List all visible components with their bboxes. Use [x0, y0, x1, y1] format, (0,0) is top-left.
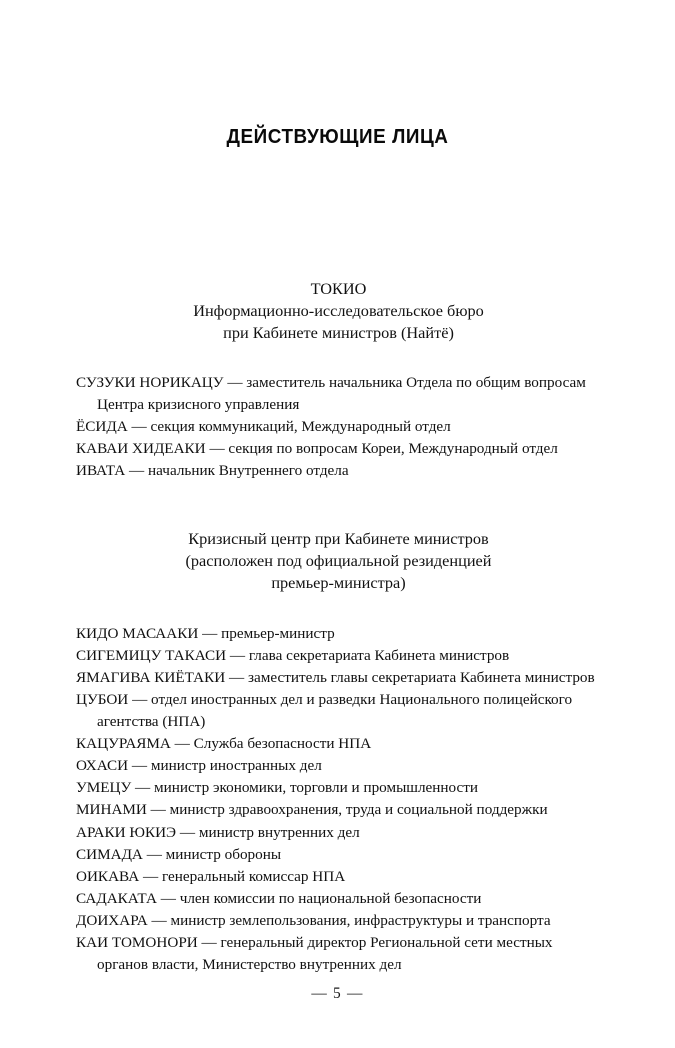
list-item: СУЗУКИ НОРИКАЦУ — заместитель начальника Отдела по общим вопросам Центра кризисного управления [76, 373, 586, 413]
section-heading-line: ТОКИО [310, 279, 367, 298]
list-item: СИМАДА — министр обороны [76, 845, 282, 863]
list-item: ЁСИДА — секция коммуникаций, Международный отдел [76, 417, 451, 435]
list-item: КИДО МАСААКИ — премьер-министр [76, 624, 335, 642]
list-item: КАВАИ ХИДЕАКИ — секция по вопросам Кореи, Международный отдел [76, 439, 558, 457]
list-item: ОХАСИ — министр иностранных дел [76, 757, 322, 775]
list-item: КАИ ТОМОНОРИ — генеральный директор Региональной сети местных органов власти, Министерство внутренних дел [76, 934, 553, 974]
section-heading-tokyo [76, 278, 601, 345]
character-list-tokyo [76, 372, 601, 482]
spacer [76, 595, 601, 623]
page-number: — 5 — [311, 985, 364, 1002]
list-item: МИНАМИ — министр здравоохранения, труда и социальной поддержки [76, 801, 548, 819]
section-heading-line: премьер-министра) [271, 573, 406, 593]
list-item: ДОИХАРА — министр землепользования, инфраструктуры и транспорта [76, 911, 551, 929]
section-heading-line: Информационно-исследовательское бюро [193, 301, 484, 321]
section-heading-line: Кризисный центр при Кабинете министров [188, 529, 489, 549]
section-heading-crisis-center [76, 528, 601, 595]
section-heading-line: при Кабинете министров (Найтё) [223, 323, 454, 343]
list-item: ИВАТА — начальник Внутреннего отдела [76, 461, 349, 479]
list-item: АРАКИ ЮКИЭ — министр внутренних дел [76, 823, 360, 841]
text-column [76, 278, 601, 976]
list-item: СИГЕМИЦУ ТАКАСИ — глава секретариата Кабинета министров [76, 646, 510, 664]
spacer [76, 482, 601, 528]
character-list-crisis-center [76, 623, 601, 977]
list-item: ЯМАГИВА КИЁТАКИ — заместитель главы секретариата Кабинета министров [76, 668, 595, 686]
list-item: ОИКАВА — генеральный комиссар НПА [76, 867, 346, 885]
list-item: КАЦУРАЯМА — Служба безопасности НПА [76, 735, 372, 753]
page-title: ДЕЙСТВУЮЩИЕ ЛИЦА [226, 124, 449, 148]
section-heading-line: (расположен под официальной резиденцией [185, 551, 492, 571]
list-item: ЦУБОИ — отдел иностранных дел и разведки Национального полицейского агентства (НПА) [76, 690, 573, 731]
list-item: УМЕЦУ — министр экономики, торговли и промышленности [76, 779, 479, 797]
spacer [76, 345, 601, 372]
list-item: САДАКАТА — член комиссии по национальной безопасности [76, 889, 482, 907]
